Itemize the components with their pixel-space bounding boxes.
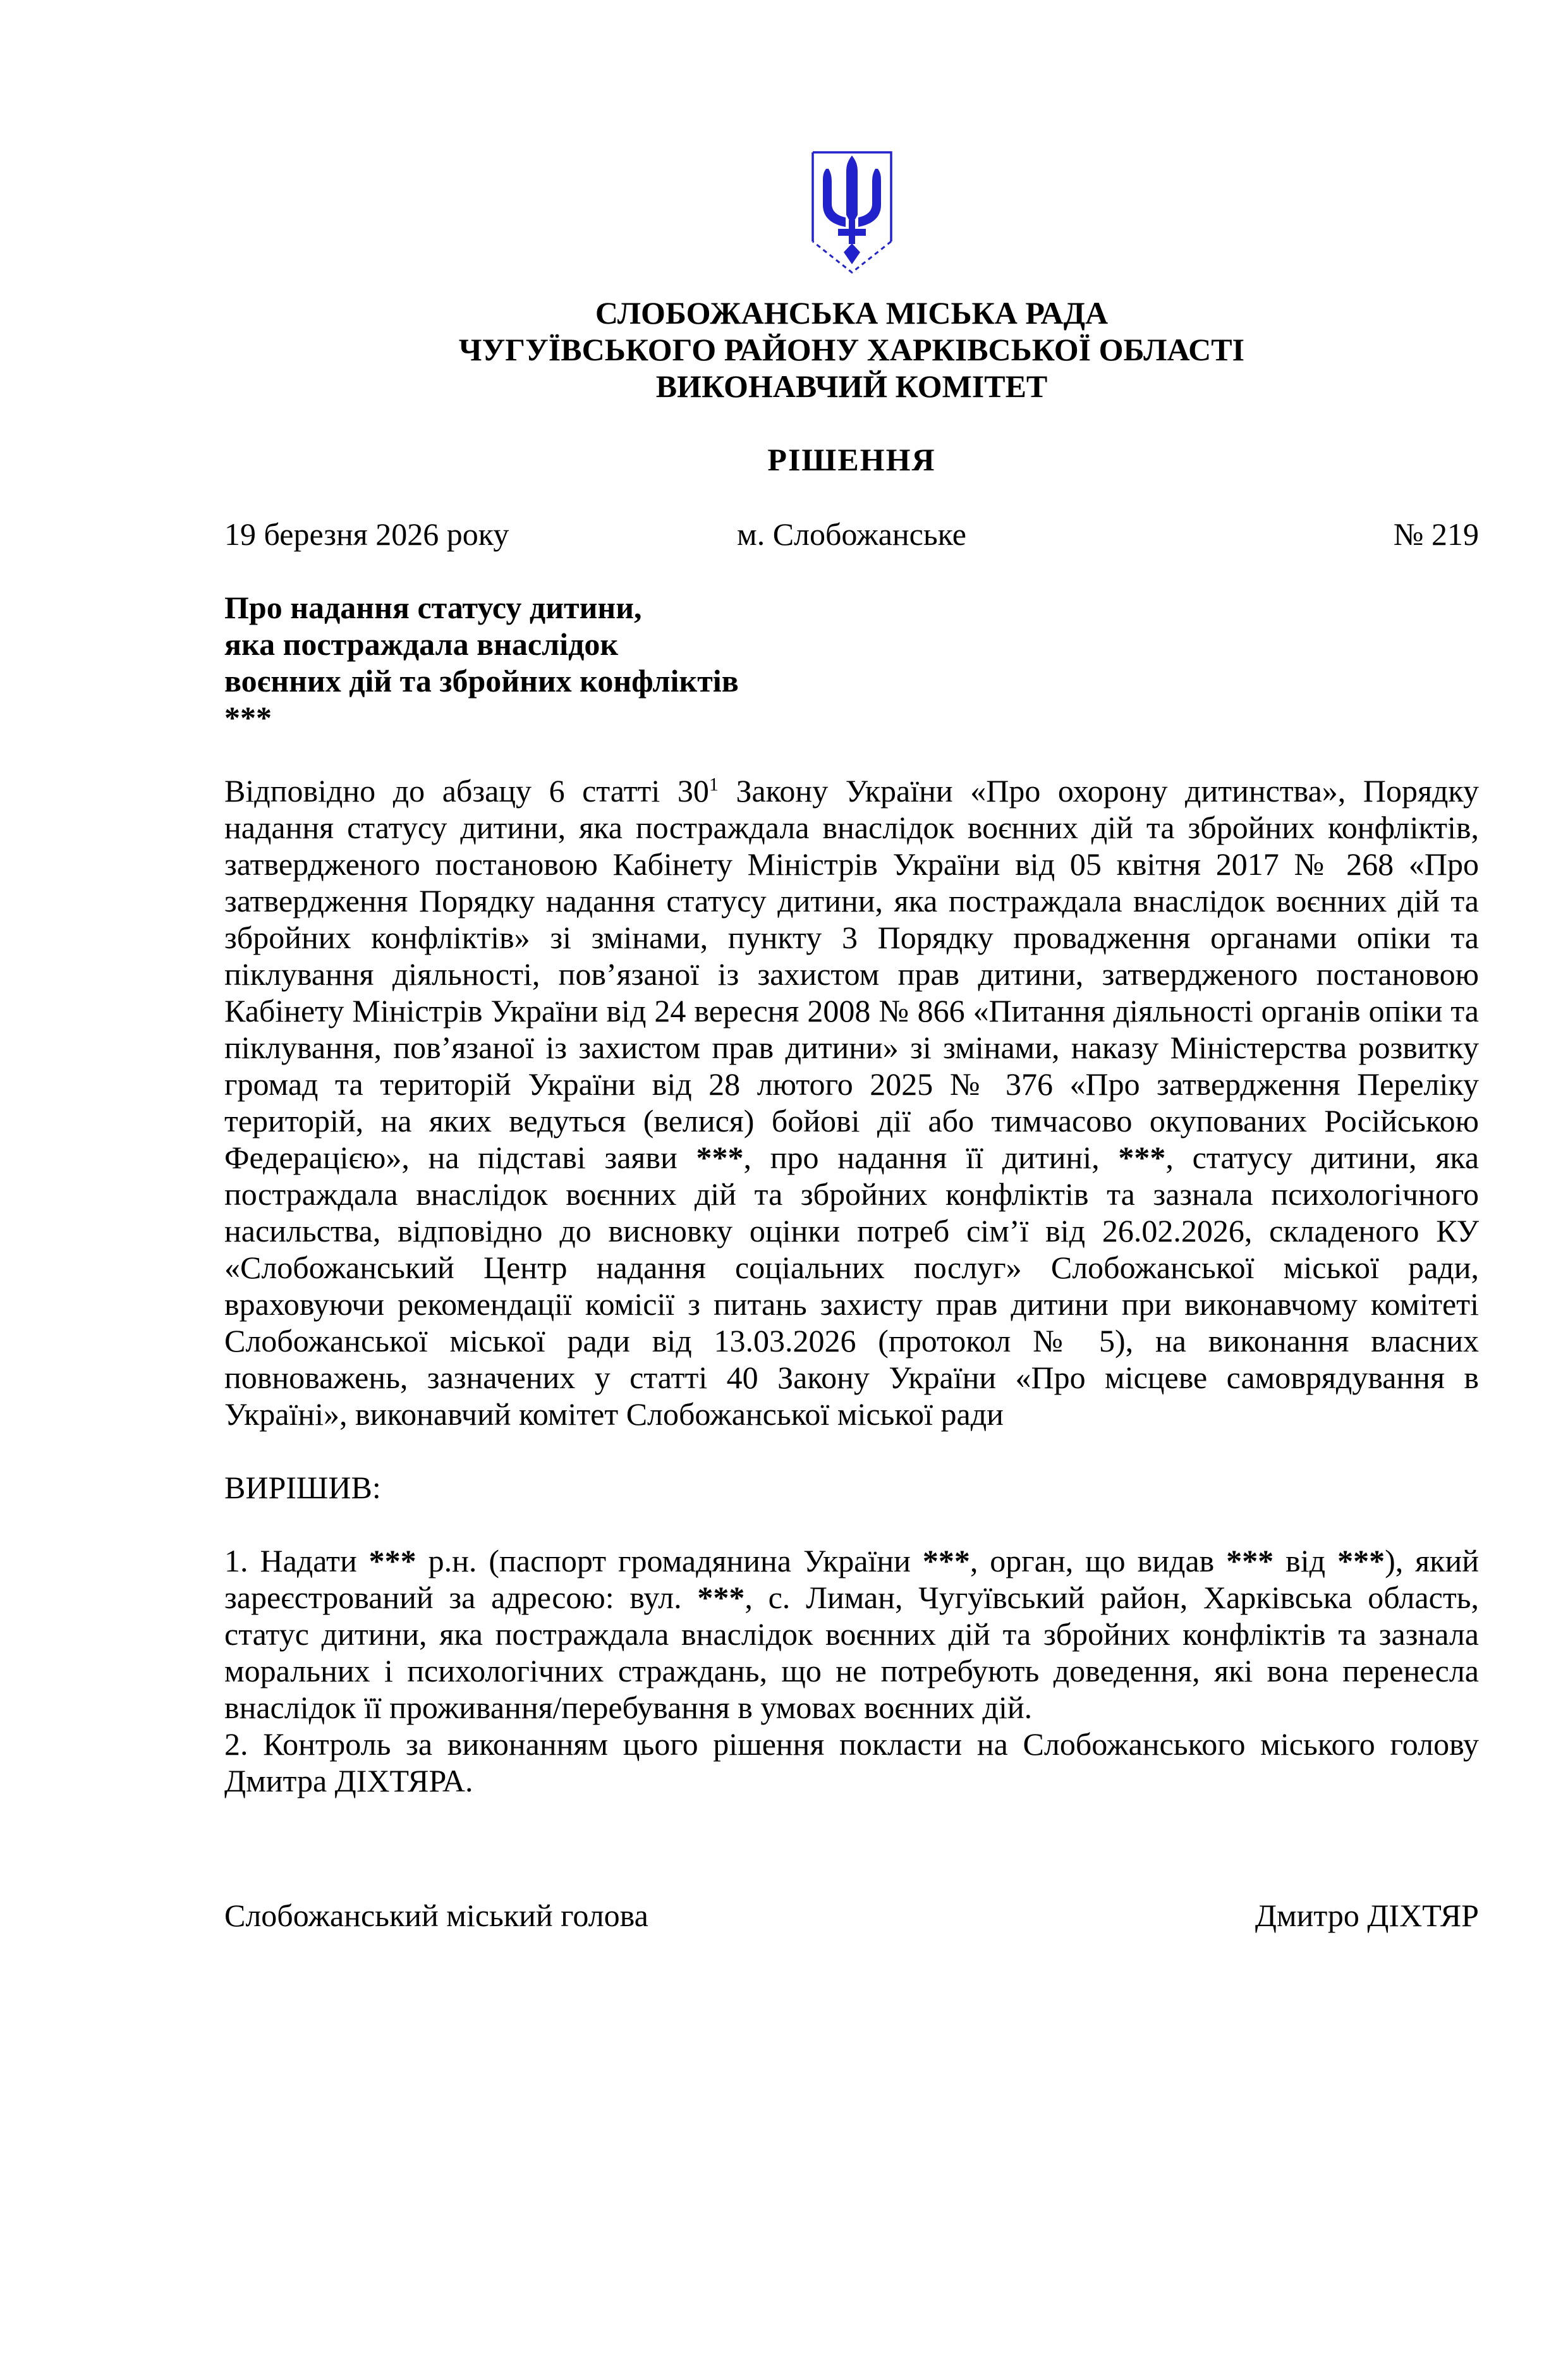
decision-items — [224, 1542, 1479, 1799]
text-segment: *** — [1118, 1140, 1166, 1175]
document-meta-row — [224, 516, 1479, 552]
document-number: № 219 — [1393, 516, 1479, 552]
preamble-paragraph — [224, 772, 1479, 1432]
text-segment: 1. Надати — [224, 1543, 369, 1578]
decision-item-1 — [224, 1542, 1479, 1726]
text-segment: р.н. (паспорт громадянина України — [416, 1543, 923, 1578]
text-segment: , статусу дитини, яка постраждала внаслідок воєнних дій та збройних конфліктів та зазнала психологічного насильства, відповідно до висновку оцінки потреб сім’ї від 26.02.2026, складеного КУ «Слобожанський Центр надання соціальних послуг» Слобожанської міської ради, враховуючи рекомендації комісії з питань захисту прав дитини при виконавчому комітеті Слобожанської міської ради від 13.03.2026 (протокол № 5), на виконання власних повноважень, зазначених у статті 40 Закону України «Про місцеве самоврядування в Україні», виконавчий комітет Слобожанської міської ради — [224, 1140, 1480, 1432]
org-name-line-3: ВИКОНАВЧИЙ КОМІТЕТ — [655, 369, 1048, 404]
document-page — [224, 150, 1479, 1934]
letterhead — [224, 295, 1479, 405]
text-segment: *** — [697, 1580, 745, 1615]
text-segment: *** — [922, 1543, 970, 1578]
text-segment: 2. Контроль за виконанням цього рішення покласти на Слобожанського міського голову Дмитра ДІХТЯРА. — [224, 1726, 1479, 1798]
subject-line-4: *** — [224, 700, 272, 735]
trident-icon — [823, 156, 881, 264]
text-segment: *** — [1337, 1543, 1385, 1578]
document-type-title: РІШЕННЯ — [767, 442, 936, 477]
signature-name: Дмитро ДІХТЯР — [1255, 1898, 1479, 1933]
scanned-decision-page — [0, 150, 1568, 2368]
text-segment: Закону України «Про охорону дитинства», Порядку надання статусу дитини, яка постраждала внаслідок воєнних дій та збройних конфліктів, затвердженого постановою Кабінету Міністрів України від 05 квітня 2017 № 268 «Про затвердження Порядку надання статусу дитини, яка постраждала внаслідок воєнних дій та збройних конфліктів» зі змінами, пункту 3 Порядку провадження органами опіки та піклування діяльності, пов’язаної із захистом прав дитини, затвердженого постановою Кабінету Міністрів України від 24 вересня 2008 № 866 «Питання діяльності органів опіки та піклування, пов’язаної із захистом прав дитини» зі змінами, наказу Міністерства розвитку громад та територій України від 28 лютого 2025 № 376 «Про затвердження Переліку територій, на яких ведуться (велися) бойові дії або тимчасово окупованих Російською Федерацією», на підставі заяви — [224, 773, 1479, 1175]
ukraine-trident-shield-icon — [810, 150, 894, 274]
subject-line-2: яка постраждала внаслідок — [224, 626, 619, 662]
text-segment: , с. Лиман, Чугуївський район, Харківська область, статус дитини, яка постраждала внаслідок воєнних дій та збройних конфліктів та зазнала моральних і психологічних страждань, що не потребують доведення, які вона перенесла внаслідок її проживання/перебування в умовах воєнних дій. — [224, 1580, 1479, 1725]
subject-line-3: воєнних дій та збройних конфліктів — [224, 663, 739, 699]
document-place: м. Слобожанське — [737, 516, 966, 552]
resolution-word: ВИРІШИВ: — [224, 1470, 381, 1505]
subject-line-1: Про надання статусу дитини, — [224, 590, 642, 625]
text-segment: *** — [1226, 1543, 1274, 1578]
signature-row — [224, 1897, 1479, 1934]
text-segment: від — [1273, 1543, 1338, 1578]
signature-position: Слобожанський міський голова — [224, 1898, 648, 1933]
text-segment: , про надання її дитині, — [743, 1140, 1119, 1175]
org-name-line-2: ЧУГУЇВСЬКОГО РАЙОНУ ХАРКІВСЬКОЇ ОБЛАСТІ — [458, 332, 1245, 367]
decision-item-2 — [224, 1726, 1479, 1799]
text-segment: *** — [368, 1543, 416, 1578]
text-segment: 1 — [708, 774, 719, 795]
text-segment: Відповідно до абзацу 6 статті 30 — [224, 773, 709, 809]
document-date: 19 березня 2026 року — [224, 516, 509, 552]
subject-block — [224, 589, 1479, 736]
org-name-line-1: СЛОБОЖАНСЬКА МІСЬКА РАДА — [595, 295, 1109, 331]
text-segment: *** — [696, 1140, 744, 1175]
coat-of-arms-emblem — [224, 150, 1479, 282]
text-segment: ), який зареєстрований за адресою: вул. — [224, 1543, 1479, 1615]
text-segment: , орган, що видав — [969, 1543, 1227, 1578]
